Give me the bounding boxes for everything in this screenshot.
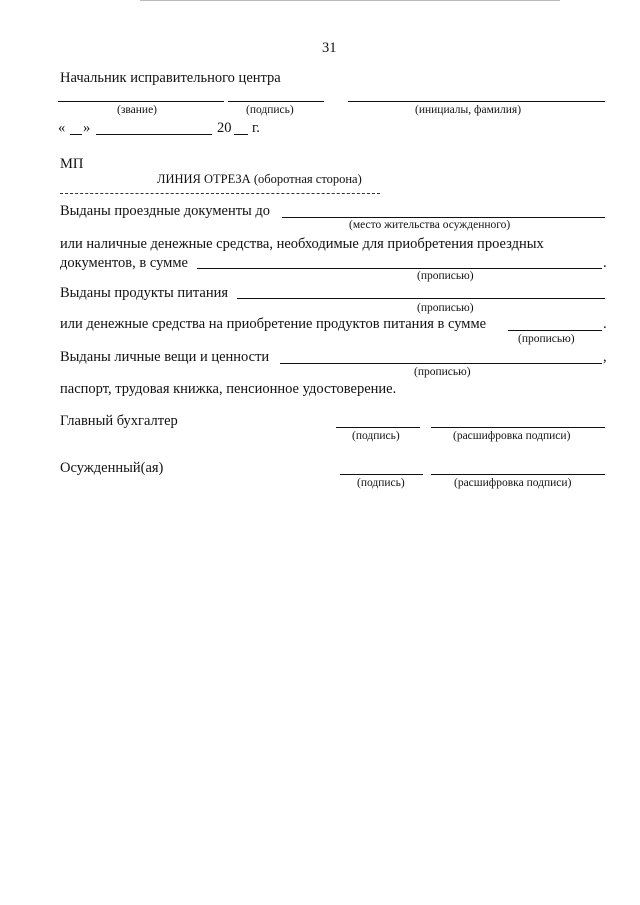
passport-line: паспорт, трудовая книжка, пенсионное удостоверение. — [60, 381, 397, 397]
caption-chief-signature: (подпись) — [352, 430, 400, 442]
stamp-label: МП — [60, 156, 84, 172]
chief-decode-line — [431, 427, 605, 428]
belongings-comma: , — [603, 349, 607, 365]
day-field-line — [70, 134, 82, 135]
initials-field-line — [348, 101, 605, 102]
rank-field-line — [58, 101, 224, 102]
page-number: 31 — [322, 40, 337, 56]
caption-convict-signature: (подпись) — [357, 477, 405, 489]
belongings-line — [280, 363, 602, 364]
chief-signature-line — [336, 427, 420, 428]
head-title: Начальник исправительного центра — [60, 70, 281, 86]
food-line — [237, 298, 605, 299]
food-cash-line — [508, 330, 602, 331]
convict-signature-line — [340, 474, 423, 475]
year-prefix: 20 — [217, 120, 232, 136]
belongings-label: Выданы личные вещи и ценности — [60, 349, 270, 365]
food-cash-label: или денежные средства на приобретение продуктов питания в сумме — [60, 316, 487, 332]
caption-in-words-4: (прописью) — [414, 366, 471, 378]
convict-label: Осужденный(ая) — [60, 460, 164, 476]
food-cash-period: . — [603, 316, 607, 332]
travel-destination-line — [282, 217, 605, 218]
year-suffix: г. — [252, 120, 260, 136]
page-edge-line — [140, 0, 560, 1]
caption-initials: (инициалы, фамилия) — [415, 104, 522, 116]
caption-residence: (место жительства осужденного) — [349, 219, 511, 231]
date-open-quote: « — [58, 120, 66, 136]
month-field-line — [96, 134, 212, 135]
caption-in-words-1: (прописью) — [417, 270, 474, 282]
caption-in-words-2: (прописью) — [417, 302, 474, 314]
cash-line-2: документов, в сумме — [60, 255, 188, 271]
caption-in-words-3: (прописью) — [518, 333, 575, 345]
convict-decode-line — [431, 474, 605, 475]
caption-convict-decode: (расшифровка подписи) — [454, 477, 572, 489]
cut-line — [60, 193, 380, 194]
travel-docs-label: Выданы проездные документы до — [60, 203, 271, 219]
year-field-line — [234, 134, 248, 135]
cash-amount-line — [197, 268, 602, 269]
date-close-quote: » — [83, 120, 91, 136]
caption-chief-decode: (расшифровка подписи) — [453, 430, 571, 442]
chief-accountant-label: Главный бухгалтер — [60, 413, 178, 429]
caption-rank: (звание) — [117, 104, 157, 116]
food-label: Выданы продукты питания — [60, 285, 229, 301]
signature-field-line — [228, 101, 324, 102]
caption-signature: (подпись) — [246, 104, 294, 116]
cash-period: . — [603, 255, 607, 271]
cut-line-title: ЛИНИЯ ОТРЕЗА (оборотная сторона) — [157, 172, 362, 186]
cash-line-1: или наличные денежные средства, необходимые для приобретения проездных — [60, 236, 544, 252]
